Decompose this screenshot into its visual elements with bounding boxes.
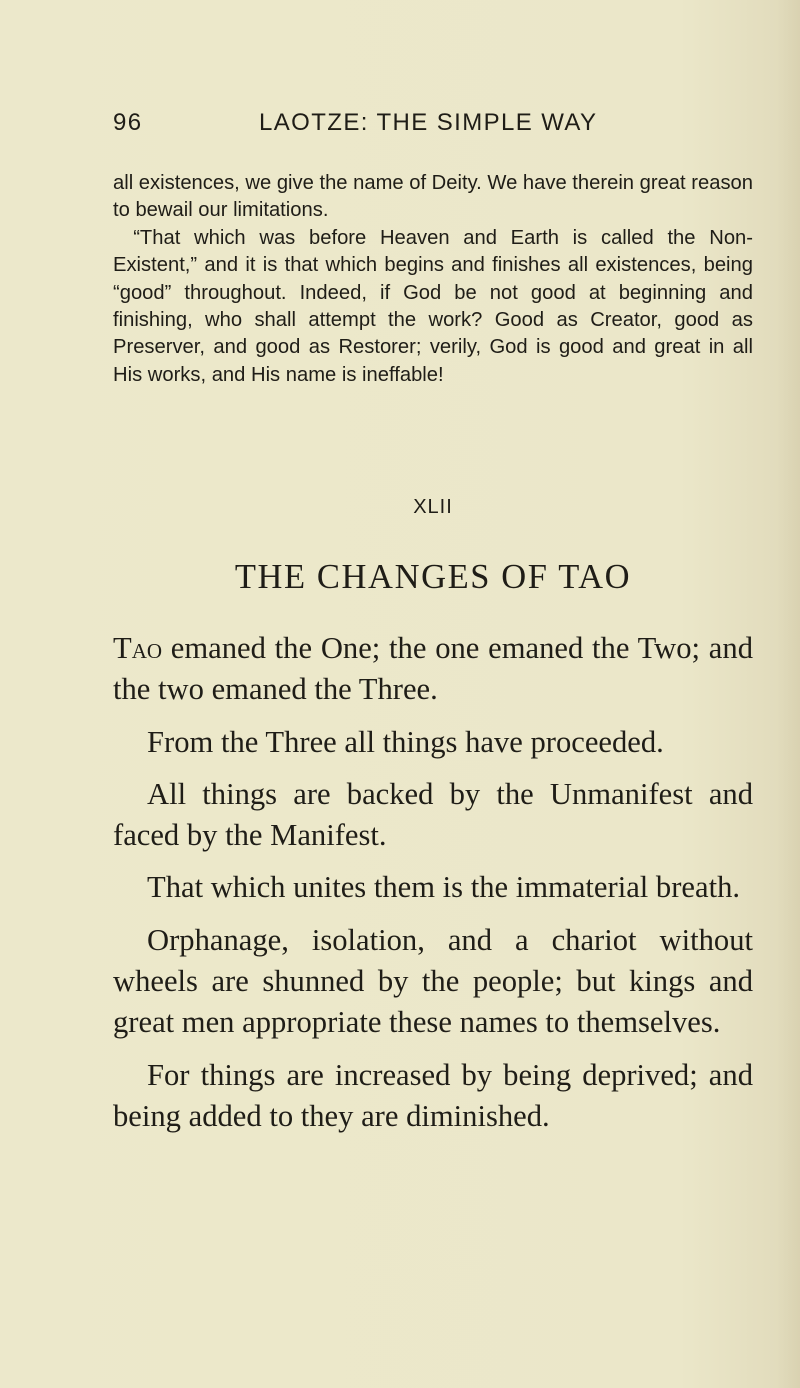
verse-text: emaned the One; the one emaned the Two; and the two emaned the Three.	[113, 631, 753, 707]
verse: That which unites them is the immaterial breath.	[147, 870, 741, 905]
page-number: 96	[113, 109, 143, 136]
chapter-verses	[113, 628, 753, 1148]
verse: Orphanage, isolation, and a chariot without wheels are shunned by the people; but kings and great men appropriate these names to themselves.	[113, 922, 753, 1040]
running-title: LAOTZE: THE SIMPLE WAY	[259, 109, 598, 136]
verse	[113, 628, 753, 711]
chapter-title: THE CHANGES OF TAO	[234, 558, 632, 596]
commentary-text	[113, 170, 753, 389]
verse: For things are increased by being deprived; and being added to they are diminished.	[113, 1057, 753, 1133]
verse: From the Three all things have proceeded.	[147, 724, 664, 759]
chapter-number: XLII	[413, 496, 453, 518]
verse: All things are backed by the Unmanifest and faced by the Manifest.	[113, 776, 753, 853]
commentary-paragraph: all existences, we give the name of Deity. We have therein great reason to bewail our limitations.	[113, 172, 753, 222]
verse-initial-word: Tao	[113, 631, 163, 665]
commentary-paragraph: “That which was before Heaven and Earth is called the Non-Existent,” and it is that which begins and finishes all existences, being “good” throughout. Indeed, if God be not good at beginning and finishing, who shall attempt the work? Good as Creator, good as Preserver, and good as Restorer; verily, God is good and great in all His works, and His name is ineffable!	[113, 226, 753, 386]
